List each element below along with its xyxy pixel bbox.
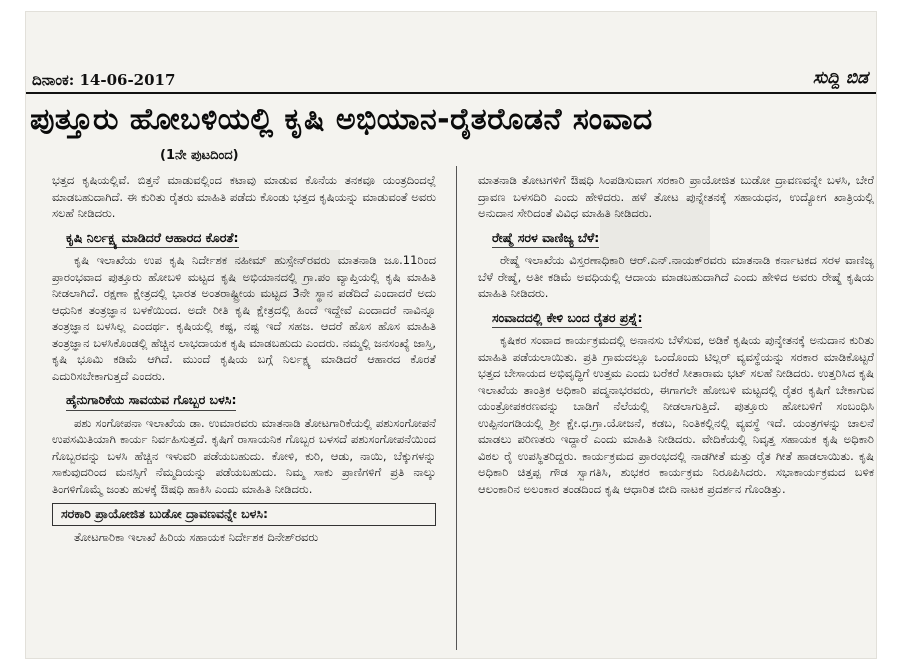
paragraph: ಮಾತನಾಡಿ ತೋಟಗಳಿಗೆ ಔಷಧಿ ಸಿಂಪಡಿಸುವಾಗ ಸರಕಾರಿ ಪ್ರಾಯೋಜಿತ ಬುಡೋ ದ್ರಾವಣವನ್ನೇ ಬಳಸಿ, ಬೇರೆ ದ್ರಾವಣ ಬಳಸದಿರಿ ಎಂದು ಹೇಳಿದರು. ಹಳೆ ತೋಟ ಪುನ್ನೇತನಕ್ಕೆ ಸಹಾಯಧನ, ಉದ್ಯೋಗ ಖಾತ್ರಿಯಲ್ಲಿ ಅನುದಾನ ಸೇರಿದಂತೆ ವಿವಿಧ ಮಾಹಿತಿ ನೀಡಿದರು. <box>478 173 874 220</box>
dateline-bar <box>26 68 876 94</box>
subheading: ಕೃಷಿ ನಿರ್ಲಕ್ಷ್ಯ ಮಾಡಿದರೆ ಆಹಾರದ ಕೊರತೆ: <box>66 230 239 249</box>
column-divider <box>456 166 457 650</box>
paragraph: ತೋಟಗಾರಿಕಾ ಇಲಾಖೆ ಹಿರಿಯ ಸಹಾಯಕ ನಿರ್ದೇಶಕ ದಿನೇಶ್‌ರವರು <box>74 529 319 544</box>
article-left-column <box>52 172 436 650</box>
subheading: ರೇಷ್ಮೆ ಸರಳ ವಾಣಿಜ್ಯ ಬೆಳೆ: <box>492 230 599 249</box>
boxed-subheading: ಸರಕಾರಿ ಪ್ರಾಯೋಜಿತ ಬುಡೋ ದ್ರಾವಣವನ್ನೇ ಬಳಸಿ: <box>52 503 436 526</box>
paragraph: ಭತ್ತದ ಕೃಷಿಯಲ್ಲಿವೆ. ಬಿತ್ತನೆ ಮಾಡುವಲ್ಲಿಂದ ಕಟಾವು ಮಾಡುವ ಕೊನೆಯ ತನಕವೂ ಯಂತ್ರದಿಂದಲ್ಲೆ ಮಾಡಬಹುದಾಗಿದೆ. ಈ ಕುರಿತು ರೈತರು ಮಾಹಿತಿ ಪಡೆದು ಕೊಂಡು ಭತ್ತದ ಕೃಷಿಯನ್ನು ಮಾಡುವಂತೆ ಅವರು ಸಲಹೆ ನೀಡಿದರು. <box>52 173 436 220</box>
paragraph: ಕೃಷಿಕರ ಸಂವಾದ ಕಾರ್ಯಕ್ರಮದಲ್ಲಿ ಅನಾನಸು ಬೆಳೆಸುವ, ಅಡಿಕೆ ಕೃಷಿಯ ಪುನ್ಶೇತನಕ್ಕೆ ಅನುದಾನ ಕುರಿತು ಮಾಹಿತಿ ಪಡೆಯಲಾಯಿತು. ಪ್ರತಿ ಗ್ರಾಮದಲ್ಲೂ ಒಂದೊಂದು ಟಿಲ್ಲರ್ ವ್ಯವಸ್ಥೆಯನ್ನು ಸರಕಾರ ಮಾಡಿಕೊಟ್ಟರೆ ಭತ್ತದ ಬೇಸಾಯದ ಅಭಿವೃದ್ಧಿಗೆ ಉತ್ತಮ ಎಂದು ಬರೆಕರೆ ಸೀತಾರಾಮ ಭಟ್ ಸಲಹೆ ನೀಡಿದರು. ಉತ್ತರಿಸಿದ ಕೃಷಿ ಇಲಾಖೆಯ ತಾಂತ್ರಿಕ ಅಧಿಕಾರಿ ಪದ್ಮನಾಭರವರು, ಈಗಾಗಲೇ ಹೋಬಳಿ ಮಟ್ಟದಲ್ಲಿ ರೈತರ ಕೃಷಿಗೆ ಬೇಕಾಗುವ ಯಂತ್ರೋಪಕರಣವನ್ನು ಬಾಡಿಗೆ ನೆಲೆಯಲ್ಲಿ ನೀಡಲಾಗುತ್ತಿದೆ. ಪುತ್ತೂರು ಹೋಬಳಿಗೆ ಸಂಬಂಧಿಸಿ ಉಪ್ಪಿನಂಗಡಿಯಲ್ಲಿ ಶ್ರೀ ಕ್ಷೇ.ಧ.ಗ್ರಾ.ಯೋಜನೆ, ಕಡಬ, ನಿಂತಿಕಲ್ಲಿನಲ್ಲಿ ವ್ಯವಸ್ಥೆ ಇದೆ. ಯಂತ್ರಗಳನ್ನು ಚಾಲನೆ ಮಾಡಲು ಪರಿಣತರು ಇದ್ದಾರೆ ಎಂದು ಮಾಹಿತಿ ನೀಡಿದರು. ವೇದಿಕೆಯಲ್ಲಿ ನಿವೃತ್ತ ಸಹಾಯಕ ಕೃಷಿ ಅಧಿಕಾರಿ ವಿಠಲ ರೈ ಉಪಸ್ಥಿತರಿದ್ದರು. ಕಾರ್ಯಕ್ರಮದ ಪ್ರಾರಂಭದಲ್ಲಿ ನಾಡಗೀತೆ ಮತ್ತು ರೈತ ಗೀತೆ ಹಾಡಲಾಯಿತು. ಕೃಷಿ ಅಧಿಕಾರಿ ಚಿತ್ತಪ್ಪ ಗೌಡ ಸ್ವಾಗತಿಸಿ, ಶುಭಕರ ಕಾರ್ಯಕ್ರಮ ನಿರೂಪಿಸಿದರು. ಸಭಾಕಾರ್ಯಕ್ರಮದ ಬಳಿಕ ಆಲಂಕಾರಿನ ಅಲಂಕಾರ ತಂಡದಿಂದ ಕೃಷಿ ಆಧಾರಿತ ಬೀದಿ ನಾಟಕ ಪ್ರದರ್ಶನ ಗೊಂಡಿತ್ತು. <box>478 333 874 496</box>
paragraph: ಪಶು ಸಂಗೋಪನಾ ಇಲಾಖೆಯ ಡಾ. ಉಮಾರವರು ಮಾತನಾಡಿ ತೋಟಗಾರಿಕೆಯಲ್ಲಿ ಪಶುಸಂಗೋಪನೆ ಉಪಸಮಿತಿಯಾಗಿ ಕಾರ್ಯ ನಿರ್ವಹಿಸುತ್ತದೆ. ಕೃಷಿಗೆ ರಾಸಾಯನಿಕ ಗೊಬ್ಬರ ಬಳಸದೆ ಪಶುಸಂಗೋಪನೆಯಿಂದ ಗೊಬ್ಬರವನ್ನು ಬಳಸಿ ಹೆಚ್ಚಿನ ಇಳುವರಿ ಪಡೆಯಬಹುದು. ಕೋಳಿ, ಕುರಿ, ಆಡು, ನಾಯಿ, ಬೆಕ್ಕುಗಳನ್ನು ಸಾಕುವುದರಿಂದ ಮನಸ್ಸಿಗೆ ನೆಮ್ಮದಿಯನ್ನು ಪಡೆಯಬಹುದು. ನಿಮ್ಮ ಸಾಕು ಪ್ರಾಣಿಗಳಿಗೆ ಪ್ರತಿ ನಾಲ್ಕು ತಿಂಗಳಿಗೊಮ್ಮೆ ಜಂತು ಹುಳಕ್ಕೆ ಔಷಧಿ ಹಾಕಿಸಿ ಎಂದು ಮಾಹಿತಿ ನೀಡಿದರು. <box>52 415 436 496</box>
subheading: ಸಂವಾದದಲ್ಲಿ ಕೇಳಿ ಬಂದ ರೈತರ ಪ್ರಶ್ನೆ: <box>492 310 642 329</box>
article-right-column <box>478 172 874 650</box>
publication-date: ದಿನಾಂಕ: 14-06-2017 <box>32 71 176 89</box>
continued-from-label: (1ನೇ ಪುಟದಿಂದ) <box>160 148 239 163</box>
paragraph: ರೇಷ್ಮೆ ಇಲಾಖೆಯ ವಿಸ್ತರಣಾಧಿಕಾರಿ ಆರ್.ಎನ್.ನಾಯಕ್‌ರವರು ಮಾತನಾಡಿ ಕರ್ನಾಟಕದ ಸರಳ ವಾಣಿಜ್ಯ ಬೆಳೆ ರೇಷ್ಮೆ, ಅತೀ ಕಡಿಮೆ ಅವಧಿಯಲ್ಲಿ ಆದಾಯ ಮಾಡಬಹುದಾಗಿದೆ ಎಂದು ಹೇಳಿದ ಅವರು ರೇಷ್ಮೆ ಕೃಷಿಯ ಮಾಹಿತಿ ನೀಡಿದರು. <box>478 253 874 300</box>
article-headline: ಪುತ್ತೂರು ಹೋಬಳಿಯಲ್ಲಿ ಕೃಷಿ ಅಭಿಯಾನ-ರೈತರೊಡನೆ ಸಂವಾದ <box>30 102 653 137</box>
subheading: ಹೈನುಗಾರಿಕೆಯ ಸಾವಯವ ಗೊಬ್ಬರ ಬಳಸಿ: <box>66 392 236 411</box>
newspaper-name: ಸುದ್ದಿ ಬಿಡ <box>812 68 868 88</box>
paragraph: ಕೃಷಿ ಇಲಾಖೆಯ ಉಪ ಕೃಷಿ ನಿರ್ದೇಶಕ ನಹೀಮ್ ಹುಸ್ಸೇನ್‌ರವರು ಮಾತನಾಡಿ ಜೂ.11ರಿಂದ ಪ್ರಾರಂಭವಾದ ಪುತ್ತೂರು ಹೋಬಳಿ ಮಟ್ಟದ ಕೃಷಿ ಅಭಿಯಾನದಲ್ಲಿ ಗ್ರಾ.ಪಂ ವ್ಯಾಪ್ತಿಯಲ್ಲಿ ಕೃಷಿ ಮಾಹಿತಿ ನೀಡಲಾಗಿದೆ. ರಕ್ಷಣಾ ಕ್ಷೇತ್ರದಲ್ಲಿ ಭಾರತ ಅಂತರಾಷ್ಟ್ರೀಯ ಮಟ್ಟದ 3ನೇ ಸ್ಥಾನ ಪಡೆದಿದೆ ಎಂದಾದರೆ ಅದು ಆಧುನಿಕ ತಂತ್ರಜ್ಞಾನ ಬಳಕೆಯಿಂದ. ಅದೇ ರೀತಿ ಕೃಷಿ ಕ್ಷೇತ್ರದಲ್ಲಿ ಹಿಂದೆ ಇದ್ದೇವೆ ಎಂದಾದರೆ ನಾವಿನ್ನೂ ತಂತ್ರಜ್ಞಾನ ಬಳಸಿಲ್ಲ ಎಂದರ್ಥ. ಕೃಷಿಯಲ್ಲಿ ಕಷ್ಟ, ನಷ್ಟ ಇದೆ ಸಹಜ. ಆದರೆ ಹೊಸ ಹೊಸ ಮಾಹಿತಿ ತಂತ್ರಜ್ಞಾನ ಬಳಸಿಕೊಂಡಲ್ಲಿ ಹೆಚ್ಚಿನ ಲಾಭದಾಯಕ ಕೃಷಿ ಮಾಡಬಹುದು ಎಂದರು. ನಮ್ಮಲ್ಲಿ ಜನಸಂಖ್ಯೆ ಜಾಸ್ತಿ, ಕೃಷಿ ಭೂಮಿ ಕಡಿಮೆ ಆಗಿದೆ. ಮುಂದೆ ಕೃಷಿಯ ಬಗ್ಗೆ ನಿರ್ಲಕ್ಷ್ಯ ಮಾಡಿದರೆ ಆಹಾರದ ಕೊರತೆ ಎದುರಿಸಬೇಕಾಗುತ್ತದೆ ಎಂದರು. <box>52 253 436 383</box>
